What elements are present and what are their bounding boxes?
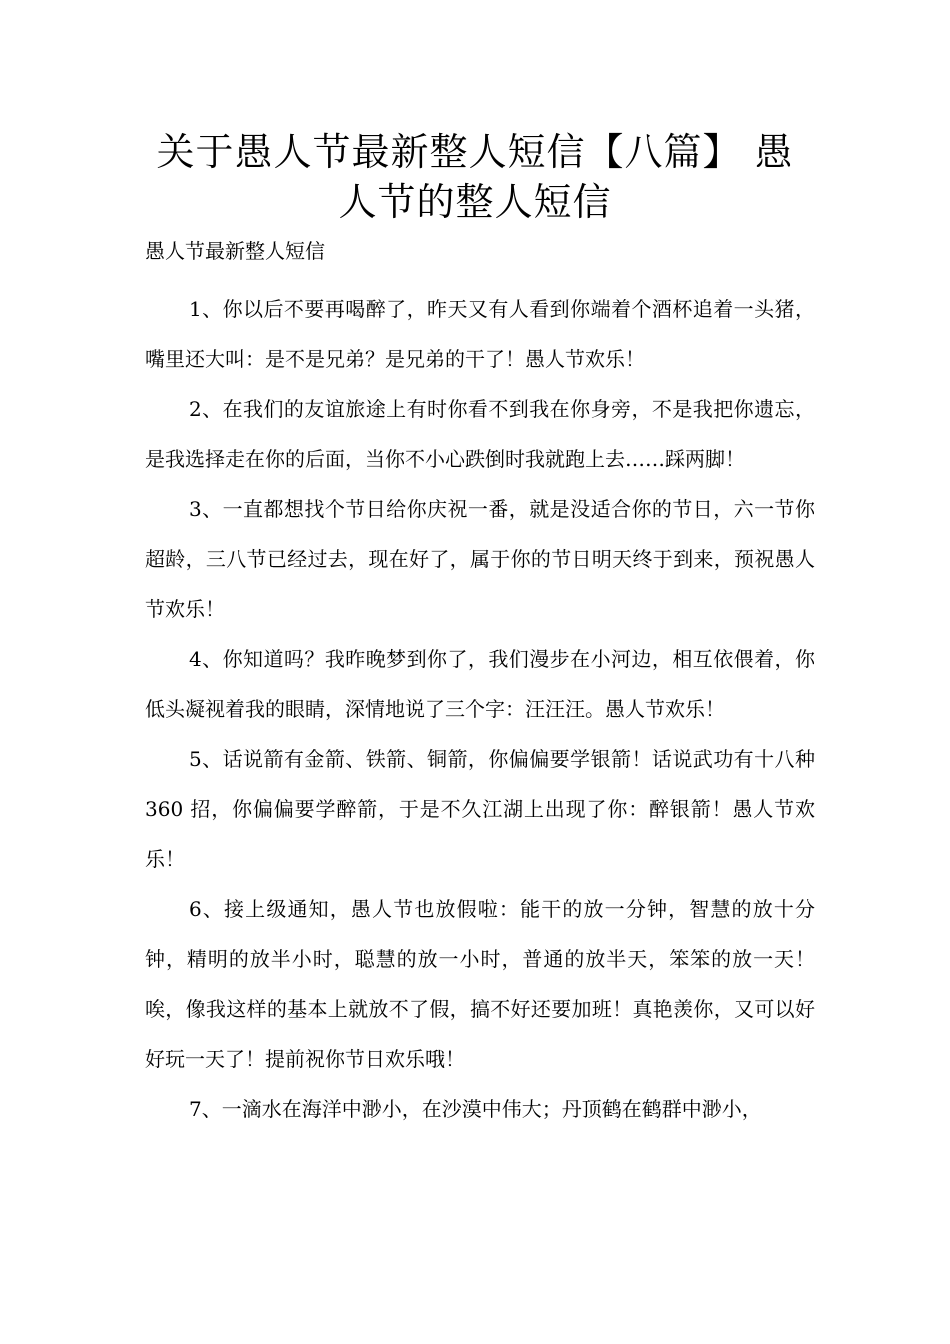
section-subtitle: 愚人节最新整人短信 bbox=[145, 239, 325, 263]
document-title bbox=[140, 127, 810, 227]
title-line-2: 人节的整人短信 bbox=[338, 180, 612, 224]
paragraph-7: 7、一滴水在海洋中渺小，在沙漠中伟大；丹顶鹤在鹤群中渺小， bbox=[189, 1097, 762, 1121]
title-line-1: 关于愚人节最新整人短信【八篇】 愚 bbox=[156, 130, 794, 174]
paragraph-4: 4、你知道吗？我昨晚梦到你了，我们漫步在小河边，相互依偎着，你低头凝视着我的眼睛，深情地说了三个字：汪汪汪。愚人节欢乐！ bbox=[145, 647, 815, 721]
paragraph-3: 3、一直都想找个节日给你庆祝一番，就是没适合你的节日，六一节你超龄，三八节已经过去，现在好了，属于你的节日明天终于到来，预祝愚人节欢乐！ bbox=[145, 497, 815, 621]
paragraph-2: 2、在我们的友谊旅途上有时你看不到我在你身旁，不是我把你遗忘，是我选择走在你的后面，当你不小心跌倒时我就跑上去……踩两脚！ bbox=[145, 397, 815, 471]
paragraph-1: 1、你以后不要再喝醉了，昨天又有人看到你端着个酒杯追着一头猪，嘴里还大叫：是不是兄弟？是兄弟的干了！愚人节欢乐！ bbox=[145, 297, 815, 371]
body-text bbox=[145, 284, 815, 1134]
paragraph-5: 5、话说箭有金箭、铁箭、铜箭，你偏偏要学银箭！话说武功有十八种 360 招，你偏偏要学醉箭，于是不久江湖上出现了你：醉银箭！愚人节欢乐！ bbox=[145, 747, 815, 871]
paragraph-6: 6、接上级通知，愚人节也放假啦：能干的放一分钟，智慧的放十分钟，精明的放半小时，聪慧的放一小时，普通的放半天，笨笨的放一天！唉，像我这样的基本上就放不了假，搞不好还要加班！真艳羡你，又可以好好玩一天了！提前祝你节日欢乐哦！ bbox=[145, 897, 815, 1071]
